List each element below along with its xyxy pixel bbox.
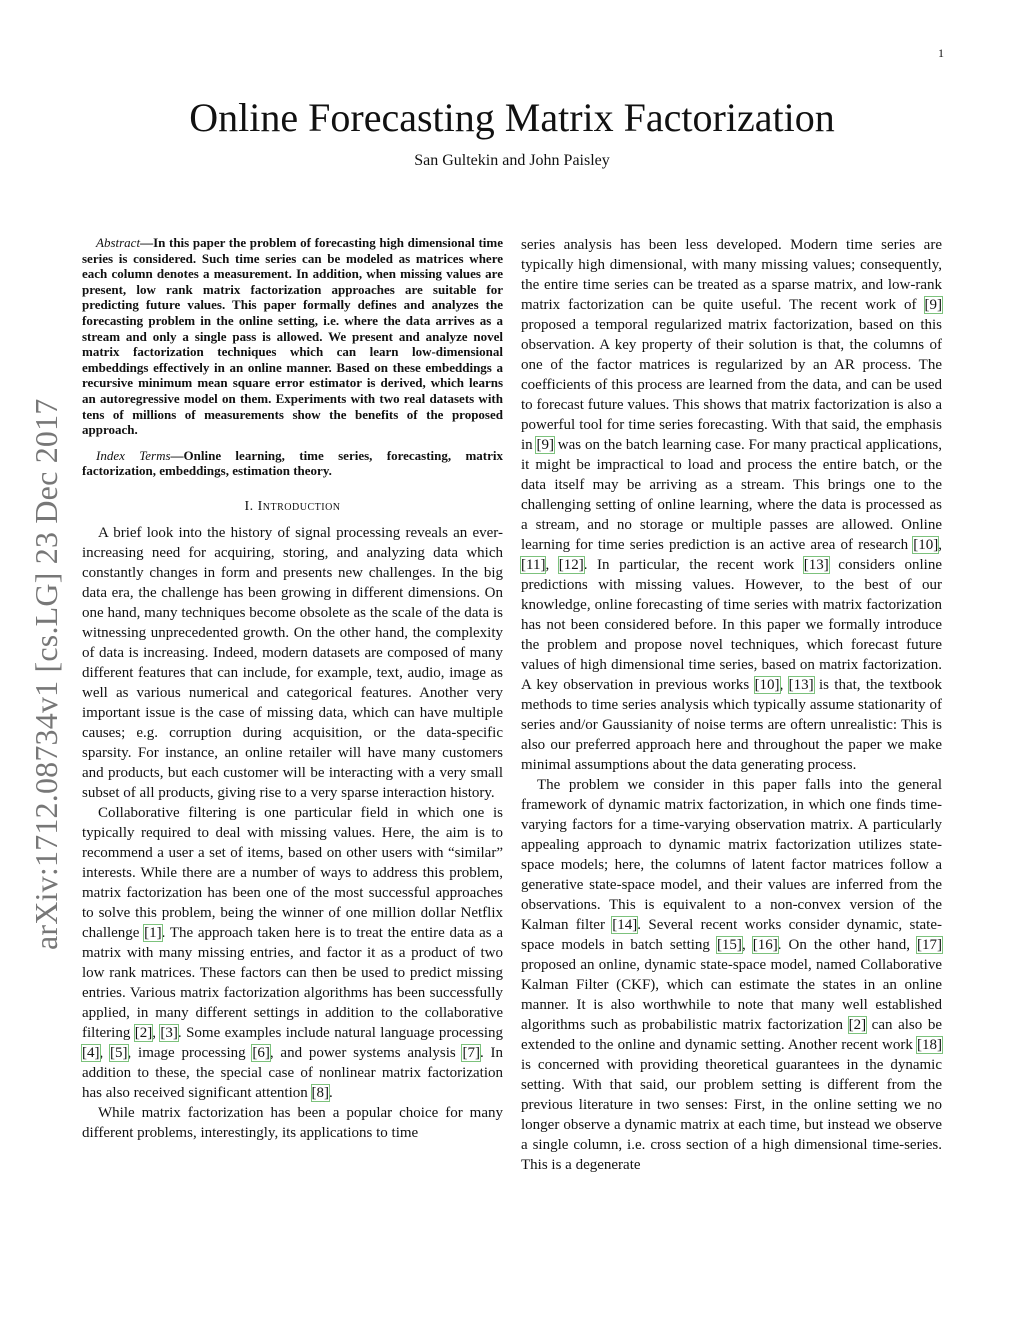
citation-link[interactable]: [13]	[803, 557, 829, 573]
text-run: ,	[99, 1044, 111, 1061]
text-run: . The approach taken here is to treat the entire data as a matrix with many missing entries, and factor it as a product of two low rank matrices. These factors can then be used to predict missing entries. Various matrix factorization algorithms has been successfully applied, in many different settings in addition to the collaborative filtering	[82, 924, 503, 1041]
text-run: , image processing	[127, 1044, 253, 1061]
index-terms-lead: Index Terms	[96, 447, 171, 463]
left-column	[82, 235, 503, 1143]
text-run: Collaborative filtering is one particular field in which one is typically required to deal with missing values. Here, the aim is to recommend a user a set of items, based on other users with “similar” interests. While there are a number of ways to address this problem, matrix factorization has been one of the most successful approaches to solve this problem, being the winner of one million dollar Netflix challenge	[82, 804, 503, 941]
citation-link[interactable]: [7]	[462, 1044, 480, 1061]
citation-link[interactable]: [9]	[536, 437, 554, 453]
citation-link[interactable]: [6]	[252, 1044, 270, 1061]
text-run: ,	[938, 537, 942, 553]
intro-paragraph-3-continued	[521, 235, 942, 775]
section-heading-introduction	[82, 497, 503, 517]
text-run: proposed an online, dynamic state-space model, named Collaborative Kalman Filter (CKF), which can estimate the states in an online manner. It is also worthwhile to note that many well established algorithms such as probabilistic matrix factorization	[521, 957, 942, 1033]
text-run: . On the other hand,	[777, 937, 917, 953]
text-run: was on the batch learning case. For many practical applications, it might be impractical to load and process the entire batch, or the data itself may be arriving as a stream. This brings one to the challenging setting of online learning, where the data is processed as a stream, and no storage or multiple passes are allowed. Online learning for time series prediction is an active area of research	[521, 437, 942, 553]
citation-link[interactable]: [10]	[913, 537, 939, 553]
abstract	[82, 235, 503, 438]
citation-link[interactable]: [16]	[752, 937, 778, 953]
text-run: . Several recent works consider dynamic, state-space models in batch setting	[521, 917, 942, 953]
intro-paragraph-1: A brief look into the history of signal processing reveals an ever-increasing need for acquiring, storing, and analyzing data which constantly changes in form and presents new challenges. In the big data era, the challenge has been growing in different dimensions. On one hand, many techniques become obsolete as the scale of the data is witnessing unprecedented growth. On the other hand, the complexity of data is increasing. Indeed, modern datasets are composed of many different features that can include, for example, text, audio, image as well as various numerical and categorical features. Another very important issue is the case of missing data, which can have multiple causes; e.g. corruption during acquisition, or the data-specific sparsity. For instance, an online retailer will have many customers and products, but each customer will be interacting with a very small subset of all products, giving rise to a very sparse interaction history.	[82, 524, 503, 801]
right-column	[521, 235, 942, 1175]
page-number: 1	[938, 46, 944, 60]
paper-authors: San Gultekin and John Paisley	[414, 152, 610, 169]
text-run: series analysis has been less developed. Modern time series are typically high dimensional, with many missing values; consequently, the entire time series can be treated as a sparse matrix, and low-rank matrix factorization can be quite useful. The recent work of	[521, 237, 942, 313]
abstract-text: —In this paper the problem of forecasting high dimensional time series is considered. Such time series can be modeled as matrices where each column denotes a measurement. In addition, when missing values are present, low rank matrix factorization approaches are suitable for predicting future values. This paper formally defines and analyzes the forecasting problem in the online setting, i.e. where the data arrives as a stream and only a single pass is allowed. We present and analyze novel matrix factorization techniques which can learn low-dimensional embeddings effectively in an online manner. Based on these embeddings a recursive minimum mean square error estimator is derived, which learns an autoregressive model on them. Experiments with two real datasets with tens of millions of measurements show the benefits of the proposed approach.	[82, 235, 503, 438]
abstract-lead: Abstract	[96, 235, 141, 250]
citation-link[interactable]: [4]	[82, 1044, 100, 1061]
text-run: ,	[152, 1024, 161, 1041]
text-run: proposed a temporal regularized matrix factorization, based on this observation. A key property of their solution is that, the columns of one of the factor matrices is regularized by an AR process. The coefficients of this process are learned from the data, and can be used to forecast future values. This shows that matrix factorization is also a powerful tool for time series forecasting. With that said, the emphasis in	[521, 317, 942, 453]
intro-paragraph-4	[521, 775, 942, 1175]
section-title: Introduction	[257, 498, 341, 514]
citation-link[interactable]: [5]	[110, 1044, 128, 1061]
text-run: ,	[779, 677, 789, 693]
citation-link[interactable]: [2]	[848, 1017, 867, 1033]
text-run: considers online predictions with missing values. However, to the best of our knowledge, online forecasting of time series with matrix factorization has not been considered before. In this paper we formally introduce the problem and propose novel techniques, which forecast future values of high dimensional time series, based on matrix factorization. A key observation in previous works	[521, 557, 942, 693]
paper-title: Online Forecasting Matrix Factorization	[189, 95, 835, 140]
citation-link[interactable]: [17]	[917, 937, 942, 953]
index-terms	[82, 448, 503, 479]
citation-link[interactable]: [9]	[924, 297, 942, 313]
text-run: , and power systems analysis	[269, 1044, 463, 1061]
citation-link[interactable]: [12]	[558, 557, 584, 573]
text-run: ,	[545, 557, 559, 573]
text-run: . In addition to these, the special case of nonlinear matrix factorization has also received significant attention	[82, 1044, 503, 1101]
arxiv-identifier-stamp[interactable]: arXiv:1712.08734v1 [cs.LG] 23 Dec 2017	[28, 398, 64, 950]
citation-link[interactable]: [10]	[754, 677, 780, 693]
citation-link[interactable]: [1]	[144, 924, 162, 941]
citation-link[interactable]: [3]	[160, 1024, 178, 1041]
citation-link[interactable]: [14]	[612, 917, 638, 933]
citation-link[interactable]: [15]	[716, 937, 742, 953]
intro-paragraph-2	[82, 803, 503, 1103]
citation-link[interactable]: [18]	[917, 1037, 942, 1053]
index-terms-text: —Online learning, time series, forecasting, matrix factorization, embeddings, estimation theory.	[82, 447, 504, 479]
section-number: I.	[244, 498, 258, 514]
citation-link[interactable]: [8]	[311, 1084, 330, 1101]
text-run: . In particular, the recent work	[583, 557, 804, 573]
text-run: . Some examples include natural language processing	[177, 1024, 504, 1041]
citation-link[interactable]: [2]	[134, 1024, 153, 1041]
intro-paragraph-3: While matrix factorization has been a popular choice for many different problems, interestingly, its applications to time	[82, 1104, 503, 1141]
text-run: ,	[741, 937, 753, 953]
citation-link[interactable]: [11]	[521, 557, 546, 573]
text-run: is that, the textbook methods to time series analysis which typically assume stationarity of series and/or Gaussianity of noise terms are oftern unrealistic: This is also our preferred approach here and throughout the paper we make minimal assumptions about the data generating process.	[521, 677, 942, 773]
text-run: can also be extended to the online and dynamic setting. Another recent work	[521, 1017, 942, 1053]
text-run: .	[329, 1084, 333, 1101]
text-run: is concerned with providing theoretical guarantees in the dynamic setting. With that said, our problem setting is different from the previous literature in two senses: First, in the online setting we no longer observe a dynamic matrix at each time, but instead we observe a single column, i.e. cross section of a high dimensional time-series. This is a degenerate	[521, 1057, 942, 1173]
text-run: The problem we consider in this paper falls into the general framework of dynamic matrix factorization, in which one finds time-varying factors for a time-varying observation matrix. A particularly appealing approach to dynamic matrix factorization utilizes state-space models; here, the columns of latent factor matrices follow a generative state-space model, and their values are inferred from the observations. This is equivalent to a non-convex version of the Kalman filter	[521, 777, 942, 933]
citation-link[interactable]: [13]	[788, 677, 814, 693]
